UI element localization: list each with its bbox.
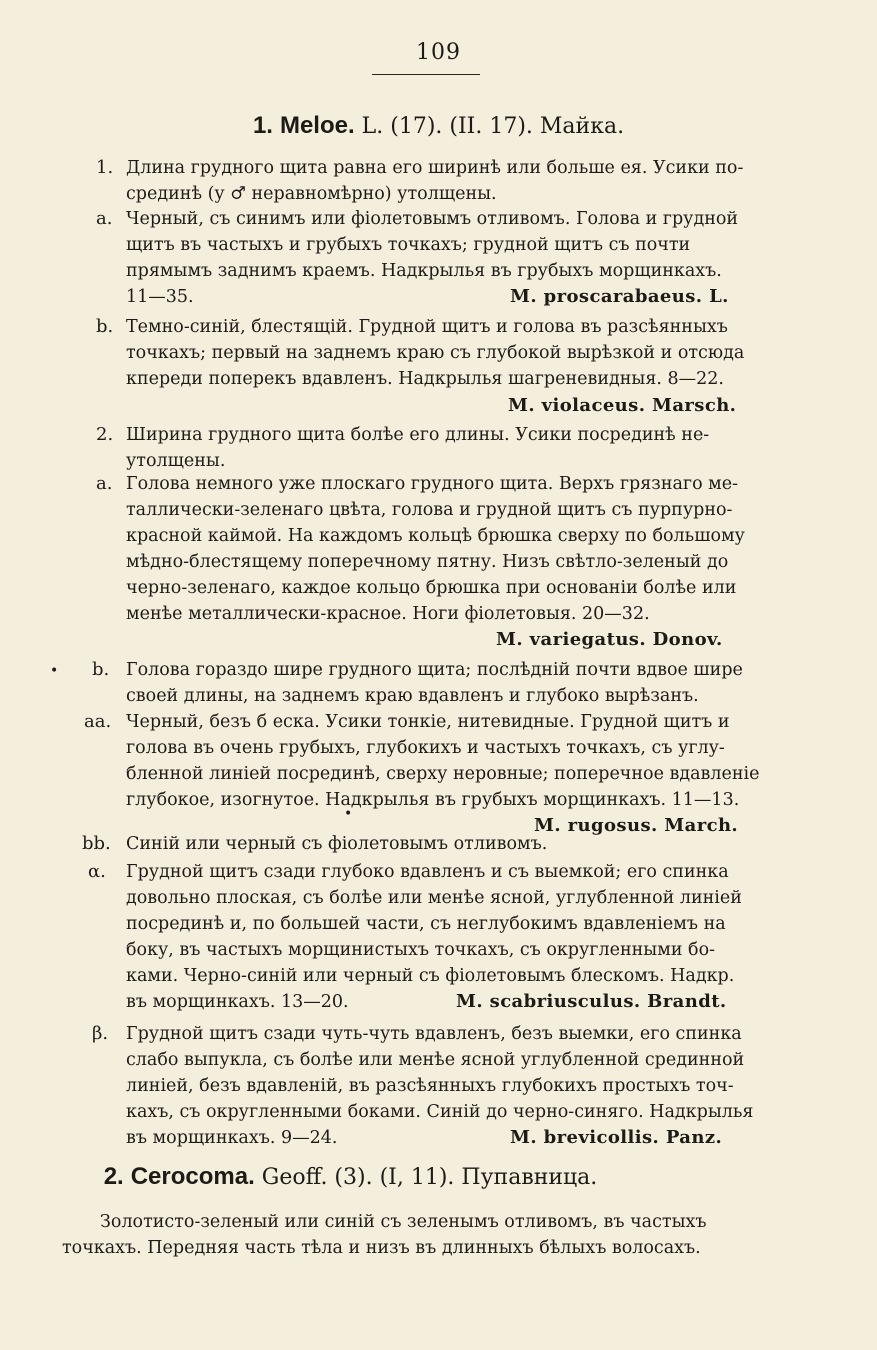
entry-key: b. bbox=[96, 316, 114, 337]
entry-key: b. bbox=[92, 659, 110, 680]
entry-key: β. bbox=[92, 1023, 109, 1044]
entry-line: утолщены. bbox=[126, 451, 226, 471]
section-heading-cerocoma bbox=[0, 1163, 789, 1191]
entry-line: черно-зеленаго, каждое кольцо брюшка при основаніи болѣе или bbox=[126, 578, 737, 598]
entry-line: Голова немного уже плоскаго грудного щита. Верхъ грязнаго ме- bbox=[126, 474, 739, 494]
entry-key: a. bbox=[96, 208, 113, 229]
entry-line: въ морщинкахъ. 9—24. bbox=[126, 1128, 338, 1148]
entry-line: щитъ въ частыхъ и грубыхъ точкахъ; грудной щитъ съ почти bbox=[126, 235, 691, 255]
entry-line: кпереди поперекъ вдавленъ. Надкрылья шагреневидныя. 8—22. bbox=[126, 369, 724, 389]
print-mark: • bbox=[344, 806, 353, 822]
species-name: M. violaceus. Marsch. bbox=[508, 395, 737, 416]
print-mark: • bbox=[50, 663, 59, 679]
entry-line: посрединѣ и, по большей части, съ неглубокимъ вдавленіемъ на bbox=[126, 914, 726, 934]
entry-line: бленной линіей посрединѣ, сверху неровные; поперечное вдавленіе bbox=[126, 764, 760, 784]
entry-key: 2. bbox=[96, 424, 114, 445]
description-line: Золотисто-зеленый или синій съ зеленымъ отливомъ, въ частыхъ bbox=[100, 1212, 707, 1232]
entry-line: голова въ очень грубыхъ, глубокихъ и частыхъ точкахъ, съ углу- bbox=[126, 738, 725, 758]
entry-line: довольно плоская, съ болѣе или менѣе ясной, углубленной линіей bbox=[126, 888, 742, 908]
genus-details: L. (17). (II. 17). Майка. bbox=[361, 114, 625, 139]
entry-line: прямымъ заднимъ краемъ. Надкрылья въ грубыхъ морщинкахъ. bbox=[126, 261, 722, 281]
entry-key: bb. bbox=[82, 833, 111, 854]
entry-key: 1. bbox=[96, 157, 114, 178]
entry-line: глубокое, изогнутое. Надкрылья въ грубыхъ морщинкахъ. 11—13. bbox=[126, 790, 740, 810]
entry-line: кахъ, съ округленными боками. Синій до черно-синяго. Надкрылья bbox=[126, 1102, 754, 1122]
entry-line: 11—35. bbox=[126, 287, 194, 307]
entry-key: aa. bbox=[84, 711, 112, 732]
entry-key: α. bbox=[88, 861, 106, 882]
entry-line: красной каймой. На каждомъ кольцѣ брюшка сверху по большому bbox=[126, 526, 745, 546]
entry-line: слабо выпукла, съ болѣе или менѣе ясной углубленной срединной bbox=[126, 1050, 745, 1070]
entry-line: Синій или черный съ фіолетовымъ отливомъ. bbox=[126, 834, 548, 854]
species-name: M. scabriusculus. Brandt. bbox=[456, 991, 727, 1012]
entry-line: боку, въ частыхъ морщинистыхъ точкахъ, съ округленными бо- bbox=[126, 940, 716, 960]
entry-line: линіей, безъ вдавленій, въ разсѣянныхъ глубокихъ простыхъ точ- bbox=[126, 1076, 734, 1096]
section-number: 2. bbox=[103, 1163, 124, 1190]
species-name: M. rugosus. March. bbox=[534, 815, 739, 836]
page-number: 109 bbox=[416, 40, 461, 65]
entry-line: въ морщинкахъ. 13—20. bbox=[126, 992, 349, 1012]
entry-line: Темно-синій, блестящій. Грудной щитъ и голова въ разсѣянныхъ bbox=[126, 317, 728, 337]
entry-line: точкахъ; первый на заднемъ краю съ глубокой вырѣзкой и отсюда bbox=[126, 343, 745, 363]
genus-name: Meloe. bbox=[279, 112, 355, 139]
genus-name: Cerocoma. bbox=[130, 1163, 255, 1190]
species-name: M. variegatus. Donov. bbox=[496, 629, 723, 650]
entry-line: таллически-зеленаго цвѣта, голова и грудной щитъ съ пурпурно- bbox=[126, 500, 733, 520]
entry-line: своей длины, на заднемъ краю вдавленъ и глубоко вырѣзанъ. bbox=[126, 686, 699, 706]
species-name: M. proscarabaeus. L. bbox=[510, 286, 729, 307]
entry-line: Черный, безъ б еска. Усики тонкіе, нитевидные. Грудной щитъ и bbox=[126, 712, 730, 732]
entry-line: ками. Черно-синій или черный съ фіолетовымъ блескомъ. Надкр. bbox=[126, 966, 735, 986]
entry-line: мѣдно-блестящему поперечному пятну. Низъ свѣтло-зеленый до bbox=[126, 552, 729, 572]
entry-line: Длина грудного щита равна его ширинѣ или больше ея. Усики по- bbox=[126, 158, 744, 178]
entry-line: менѣе металлически-красное. Ноги фіолетовыя. 20—32. bbox=[126, 604, 650, 624]
entry-line: Ширина грудного щита болѣе его длины. Усики посрединѣ не- bbox=[126, 425, 710, 445]
entry-line: Грудной щитъ сзади чуть-чуть вдавленъ, безъ выемки, его спинка bbox=[126, 1024, 742, 1044]
description-line: точкахъ. Передняя часть тѣла и низъ въ длинныхъ бѣлыхъ волосахъ. bbox=[62, 1238, 701, 1258]
entry-key: a. bbox=[96, 473, 113, 494]
section-heading-meloe bbox=[0, 112, 877, 140]
entry-line: Голова гораздо шире грудного щита; послѣдній почти вдвое шире bbox=[126, 660, 743, 680]
page-number-rule bbox=[372, 74, 480, 75]
species-name: M. brevicollis. Panz. bbox=[510, 1127, 723, 1148]
entry-line: срединѣ (у ♂ неравномѣрно) утолщены. bbox=[126, 184, 497, 204]
entry-line: Грудной щитъ сзади глубоко вдавленъ и съ выемкой; его спинка bbox=[126, 862, 729, 882]
entry-line: Черный, съ синимъ или фіолетовымъ отливомъ. Голова и грудной bbox=[126, 209, 739, 229]
genus-details: Geoff. (3). (I, 11). Пупавница. bbox=[261, 1165, 598, 1190]
section-number: 1. bbox=[252, 112, 273, 139]
